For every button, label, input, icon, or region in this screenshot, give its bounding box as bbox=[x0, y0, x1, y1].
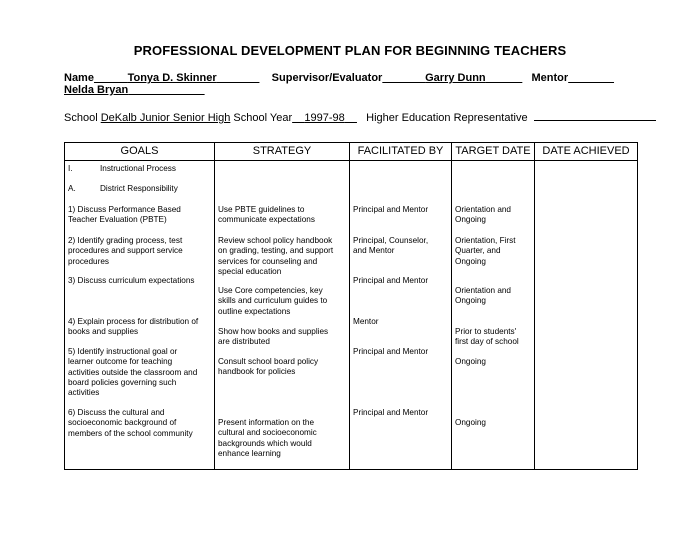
target-date-1: Orientation and Ongoing bbox=[455, 205, 511, 225]
column-header-goals: GOALS bbox=[65, 143, 215, 161]
facilitator-5: Principal and Mentor bbox=[353, 347, 429, 356]
mentor-value: Nelda Bryan bbox=[64, 84, 129, 96]
goal-3: 3) Discuss curriculum expectations bbox=[68, 276, 195, 285]
supervisor-label: Supervisor/Evaluator bbox=[271, 72, 383, 84]
goal-1: 1) Discuss Performance Based Teacher Evaluation (PBTE) bbox=[68, 205, 181, 225]
goal-2: 2) Identify grading process, test procedures and support service procedures bbox=[68, 236, 183, 266]
facilitator-1: Principal and Mentor bbox=[353, 205, 429, 214]
mentor-blank bbox=[568, 72, 614, 84]
subsection-heading: A. District Responsibility bbox=[68, 184, 178, 193]
school-label: School bbox=[64, 112, 98, 124]
hed-blank bbox=[534, 109, 656, 121]
target-date-cell bbox=[452, 161, 535, 470]
target-date-4: Prior to students' first day of school bbox=[455, 327, 519, 347]
document-title: PROFESSIONAL DEVELOPMENT PLAN FOR BEGINNING TEACHERS bbox=[133, 43, 567, 58]
year-value: 1997-98 bbox=[304, 112, 345, 124]
supervisor-value: Garry Dunn bbox=[425, 72, 486, 84]
goal-6: 6) Discuss the cultural and socioeconomic background of members of the school community bbox=[68, 408, 193, 438]
strategy-6: Present information on the cultural and socioeconomic backgrounds which would enhance learning bbox=[218, 418, 317, 458]
strategy-5: Consult school board policy handbook for policies bbox=[218, 357, 319, 377]
strategy-3: Use Core competencies, key skills and curriculum guides to outline expectations bbox=[218, 286, 328, 316]
target-date-2: Orientation, First Quarter, and Ongoing bbox=[455, 236, 516, 266]
section-heading: I. Instructional Process bbox=[68, 164, 176, 173]
facilitator-2: Principal, Counselor, and Mentor bbox=[353, 236, 429, 256]
facilitated-by-cell bbox=[350, 161, 452, 470]
strategy-1: Use PBTE guidelines to communicate expectations bbox=[218, 205, 315, 225]
column-header-facilitated-by: FACILITATED BY bbox=[350, 143, 452, 161]
name-value: Tonya D. Skinner bbox=[127, 72, 217, 84]
column-header-strategy: STRATEGY bbox=[215, 143, 350, 161]
target-date-3: Orientation and Ongoing bbox=[455, 286, 511, 306]
date-achieved-cell bbox=[535, 161, 638, 470]
school-value: DeKalb Junior Senior High bbox=[100, 112, 231, 124]
goal-4: 4) Explain process for distribution of books and supplies bbox=[68, 317, 199, 337]
header-line-1b bbox=[64, 84, 205, 96]
mentor-label: Mentor bbox=[531, 72, 569, 84]
facilitator-6: Principal and Mentor bbox=[353, 408, 429, 417]
goal-5: 5) Identify instructional goal or learner outcome for teaching activities outside the classroom and board policies governing such activities bbox=[68, 347, 198, 398]
strategy-2: Review school policy handbook on grading, testing, and support services for counseling and special education bbox=[218, 236, 334, 276]
strategy-4: Show how books and supplies are distributed bbox=[218, 327, 329, 347]
column-header-target-date: TARGET DATE bbox=[452, 143, 535, 161]
goals-cell bbox=[65, 161, 215, 470]
target-date-5: Ongoing bbox=[455, 357, 486, 366]
plan-table bbox=[64, 142, 638, 470]
name-label: Name bbox=[64, 72, 94, 84]
header-line-1 bbox=[64, 72, 614, 84]
target-date-6: Ongoing bbox=[455, 418, 486, 427]
header-line-2 bbox=[64, 109, 656, 124]
facilitator-4: Mentor bbox=[353, 317, 379, 326]
facilitator-3: Principal and Mentor bbox=[353, 276, 429, 285]
year-label: School Year bbox=[233, 112, 293, 124]
strategy-cell bbox=[215, 161, 350, 470]
column-header-date-achieved: DATE ACHIEVED bbox=[535, 143, 638, 161]
hed-label: Higher Education Representative bbox=[366, 112, 528, 124]
